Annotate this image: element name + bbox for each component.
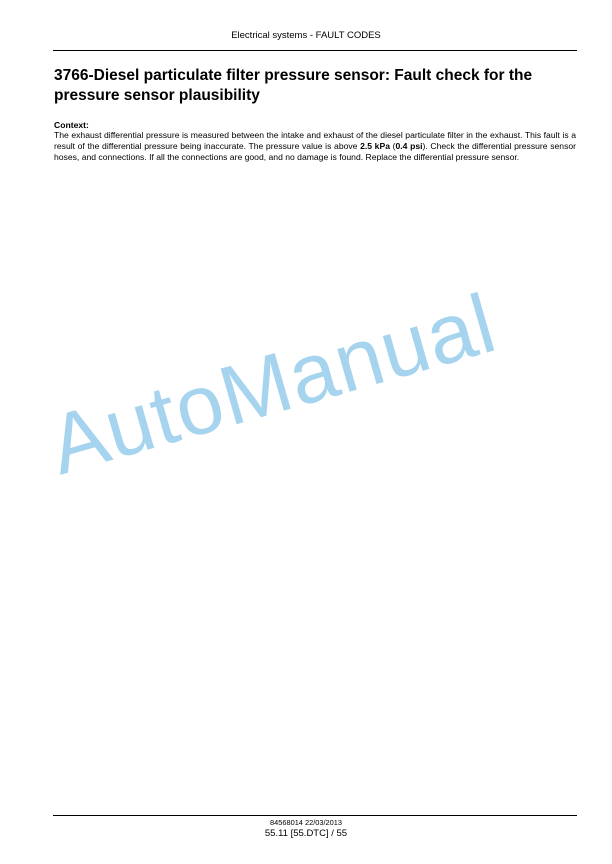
watermark: AutoManual <box>39 275 506 493</box>
footer-page-reference: 55.11 [55.DTC] / 55 <box>264 828 348 839</box>
context-label: Context: <box>54 120 89 130</box>
context-text-part-2: ( <box>389 141 396 152</box>
page-title: 3766-Diesel particulate filter pressure sensor: Fault check for the pressure sensor plausibility <box>54 67 533 104</box>
pressure-value-kpa: 2.5 kPa <box>360 141 390 152</box>
header-divider <box>53 50 577 51</box>
running-header: Electrical systems - FAULT CODES <box>231 30 381 41</box>
pressure-value-psi: 0.4 psi <box>395 141 423 152</box>
context-paragraph <box>54 130 576 164</box>
context-text-part-1: The exhaust differential pressure is measured between the intake and exhaust of the diesel particulate filter in the exhaust. This fault is a result of the differential pressure being inaccurate. The pressure value is above <box>54 130 576 152</box>
footer-divider <box>53 815 577 816</box>
footer-document-id: 84568014 22/03/2013 <box>270 818 342 827</box>
context-text-part-3: ). Check the differential pressure sensor hoses, and connections. If all the connections are good, and no damage is found. Replace the differential pressure sensor. <box>54 141 577 163</box>
